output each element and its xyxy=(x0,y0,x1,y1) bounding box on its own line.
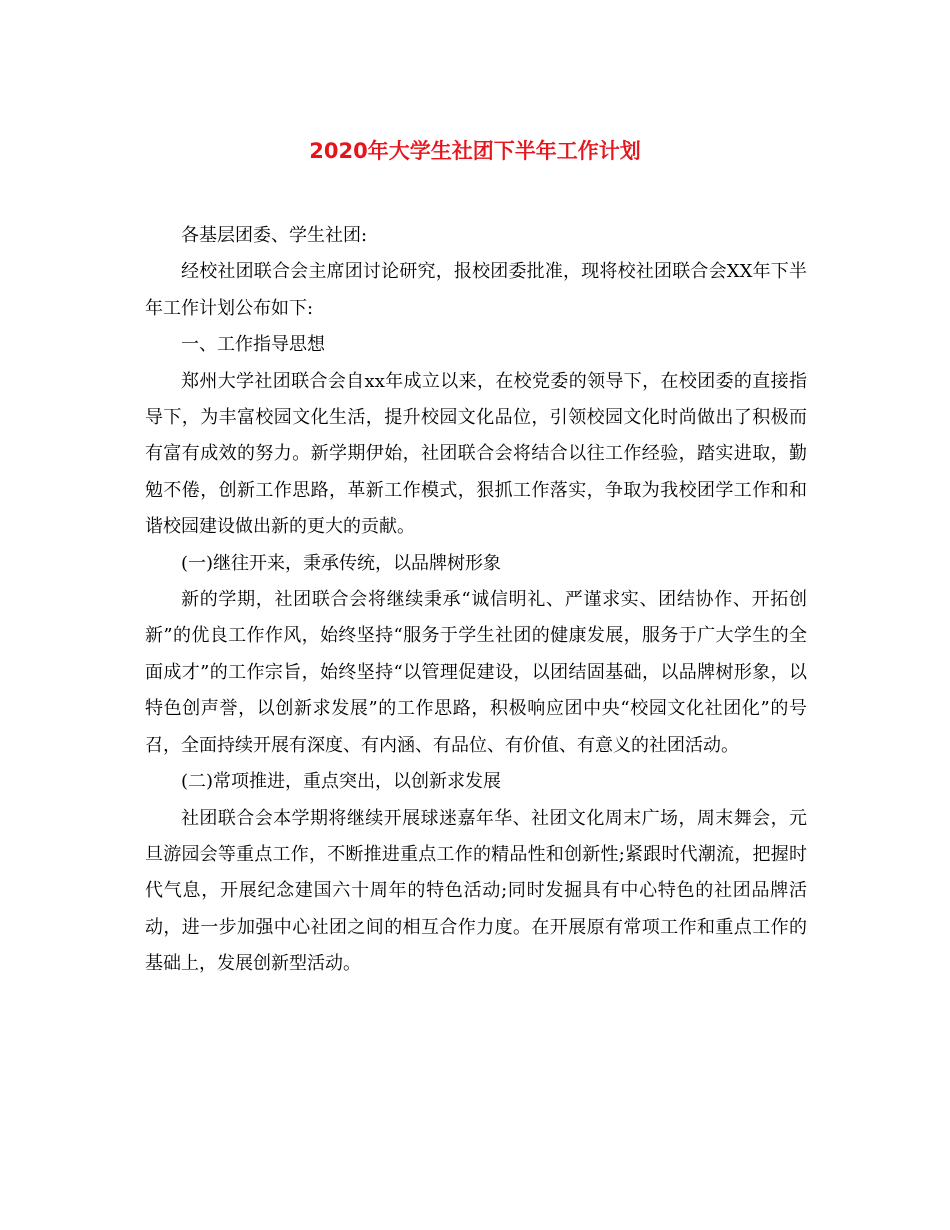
document-title: 2020年大学生社团下半年工作计划 xyxy=(309,139,641,163)
subsection-heading-two: (二)常项推进，重点突出，以创新求发展 xyxy=(181,771,502,793)
subsection-heading-one: (一)继往开来，秉承传统，以品牌树形象 xyxy=(181,552,502,574)
subsection-two-paragraph: 社团联合会本学期将继续开展球迷嘉年华、社团文化周末广场，周末舞会，元旦游园会等重点工作，不断推进重点工作的精品性和创新性;紧跟时代潮流，把握时代气息，开展纪念建国六十周年的特色活动;同时发掘具有中心特色的社团品牌活动，进一步加强中心社团之间的相互合作力度。在开展原有常项工作和重点工作的基础上，发展创新型活动。 xyxy=(145,807,807,975)
guiding-thought-paragraph: 郑州大学社团联合会自xx年成立以来，在校党委的领导下，在校团委的直接指导下，为丰富校园文化生活，提升校园文化品位，引领校园文化时尚做出了积极而有富有成效的努力。新学期伊始，社团联合会将结合以往工作经验，踏实进取，勤勉不倦，创新工作思路，革新工作模式，狠抓工作落实，争取为我校团学工作和和谐校园建设做出新的更大的贡献。 xyxy=(145,370,807,538)
subsection-one-paragraph: 新的学期，社团联合会将继续秉承“诚信明礼、严谨求实、团结协作、开拓创新”的优良工作作风，始终坚持“服务于学生社团的健康发展，服务于广大学生的全面成才”的工作宗旨，始终坚持“以管理促建设，以团结固基础，以品牌树形象，以特色创声誉，以创新求发展”的工作思路，积极响应团中央“校园文化社团化”的号召，全面持续开展有深度、有内涵、有品位、有价值、有意义的社团活动。 xyxy=(145,589,807,756)
salutation-paragraph: 各基层团委、学生社团: xyxy=(181,225,368,246)
document-body xyxy=(145,218,807,983)
section-heading-guiding-thought: 一、工作指导思想 xyxy=(181,334,325,356)
intro-paragraph: 经校社团联合会主席团讨论研究，报校团委批准，现将校社团联合会XX年下半年工作计划公布如下: xyxy=(145,261,807,319)
